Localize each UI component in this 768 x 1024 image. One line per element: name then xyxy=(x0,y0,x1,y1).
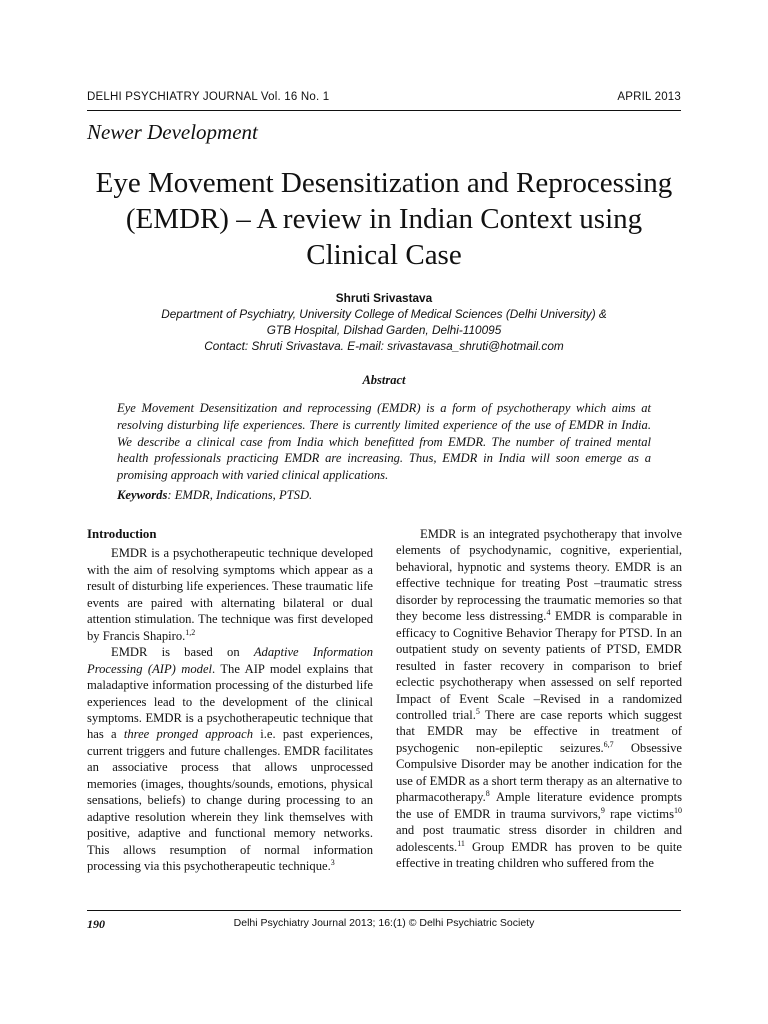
author-name: Shruti Srivastava xyxy=(335,291,433,305)
article-title xyxy=(60,165,708,273)
ref-9: 9 xyxy=(600,805,605,815)
right-text-8: Group EMDR has proven to be quite effective in treating children who suffered from the xyxy=(396,839,682,871)
affiliation-line-1: Department of Psychiatry, University College of Medical Sciences (Delhi University) & xyxy=(161,307,607,321)
footer-citation: Delhi Psychiatry Journal 2013; 16:(1) © Delhi Psychiatric Society xyxy=(233,917,535,929)
section-label: Newer Development xyxy=(87,120,258,144)
right-text-7: and post traumatic stress disorder in children and adolescents. xyxy=(396,823,682,854)
right-text-6: rape victims xyxy=(604,806,674,821)
title-line-1: Eye Movement Desensitization and Reprocessing xyxy=(95,167,673,199)
keywords-list: : EMDR, Indications, PTSD. xyxy=(167,488,313,502)
title-line-2: (EMDR) – A review in Indian Context using xyxy=(125,203,643,235)
ref-10: 10 xyxy=(674,805,682,815)
ref-5: 5 xyxy=(475,706,480,716)
right-text-1: EMDR is an integrated psychotherapy that involve elements of psychodynamic, cognitive, experiential, behavioral, hypnotic and systems theory. EMDR is an effective technique for treating Post –traumatic stress disorder by reprocessing the traumatic memories so that they become less distressing. xyxy=(396,527,682,624)
ref-6-7: 6,7 xyxy=(603,739,614,749)
footer-rule xyxy=(87,910,681,911)
page-footer xyxy=(87,917,681,929)
three-pronged-term: three pronged approach xyxy=(123,727,254,742)
author-block xyxy=(87,290,681,354)
affiliation-line-2: GTB Hospital, Dilshad Garden, Delhi-110095 xyxy=(266,323,502,337)
intro-p2-c: i.e. past experiences, current triggers and future challenges. EMDR facilitates an associative process that allows unprocessed memories (images, thoughts/sounds, emotions, physical sensations, beliefs) to change during processing to an adaptive resolution wherein they link themselves with positive, adaptive and functional memory networks. This allows resumption of normal information processing via this psychotherapeutic technique. xyxy=(87,727,373,874)
page-number: 190 xyxy=(87,917,105,931)
journal-info: DELHI PSYCHIATRY JOURNAL Vol. 16 No. 1 xyxy=(87,91,330,103)
abstract-text: Eye Movement Desensitization and reprocessing (EMDR) is a form of psychotherapy which aims at resolving disturbing life experiences. There is currently limited experience of the use of EMDR in India. We describe a clinical case from India which benefitted from EMDR. The number of trained mental health professionals practicing EMDR are increasing. Thus, EMDR in India will soon emerge as a promising approach with varied clinical applications. xyxy=(117,401,651,483)
intro-p2-b: . The AIP model explains that maladaptive information processing of the disturbed life experiences lead to the development of the clinical symptoms. EMDR is a psychotherapeutic technique that has a xyxy=(87,661,373,742)
contact-line: Contact: Shruti Srivastava. E-mail: srivastavasa_shruti@hotmail.com xyxy=(204,339,564,353)
intro-p2-a: EMDR is based on xyxy=(111,645,254,660)
title-line-3: Clinical Case xyxy=(306,239,462,271)
left-column xyxy=(87,526,373,875)
ref-8: 8 xyxy=(485,789,490,799)
ref-11: 11 xyxy=(457,838,465,848)
intro-p1-text: EMDR is a psychotherapeutic technique developed with the aim of resolving symptoms which appear as a result of disturbing life experiences. These traumatic life events are paired with alternating bilateral or dual attention stimulation. The technique was first developed by Francis Shapiro. xyxy=(87,546,373,643)
right-column xyxy=(396,526,682,872)
right-text-2: EMDR is comparable in efficacy to Cognitive Behavior Therapy for PTSD. In an outpatient study on seventy patients of PTSD, EMDR resulted in faster recovery in comparison to brief eclectic psychotherapy when assessed on self reported Impact of Event Scale –Revised in a randomized controlled trial. xyxy=(396,609,682,722)
keywords-label: Keywords xyxy=(117,488,168,502)
right-text-3: There are case reports which suggest that EMDR may be effective in treatment of psychogenic non-epileptic seizures. xyxy=(396,707,682,755)
issue-date: APRIL 2013 xyxy=(617,91,681,103)
ref-4: 4 xyxy=(546,608,551,618)
aip-model-term: Adaptive Information Processing (AIP) model xyxy=(87,645,373,676)
intro-paragraph-1 xyxy=(87,545,373,644)
ref-3: 3 xyxy=(330,857,335,867)
right-text-5: Ample literature evidence prompts the use of EMDR in trauma survivors, xyxy=(396,790,682,821)
introduction-heading: Introduction xyxy=(87,527,157,541)
header-rule xyxy=(87,110,681,111)
ref-1-2: 1,2 xyxy=(185,627,196,637)
running-header xyxy=(87,91,681,103)
keywords xyxy=(117,488,651,503)
intro-paragraph-2 xyxy=(87,644,373,874)
right-paragraph xyxy=(396,526,682,872)
abstract-heading: Abstract xyxy=(362,373,406,387)
right-text-4: Obsessive Compulsive Disorder may be another indication for the use of EMDR as a short term therapy as an alternative to pharmacotherapy. xyxy=(396,740,682,805)
